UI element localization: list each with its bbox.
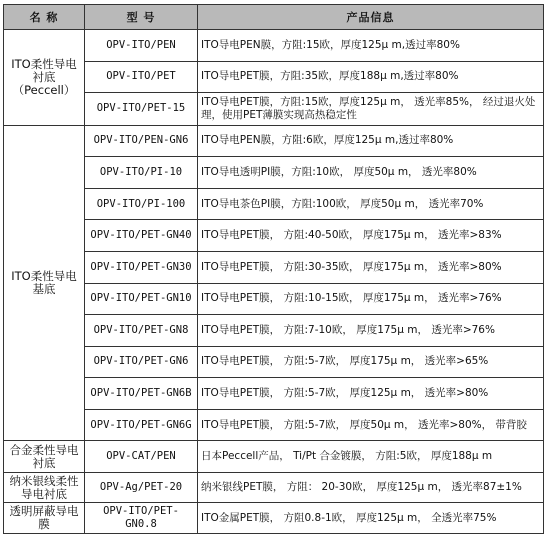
- model-cell: OPV-ITO/PET-GN6G: [85, 409, 198, 441]
- table-row: [4, 441, 544, 473]
- table-row: [4, 346, 544, 378]
- table-row: [4, 472, 544, 503]
- info-cell: ITO导电PET膜， 方阻:7-10欧， 厚度175μ m， 透光率>76%: [198, 315, 544, 347]
- category-cell: 透明屏蔽导电膜: [4, 503, 85, 534]
- info-cell: ITO导电PEN膜，方阻:15欧，厚度125μ m,透过率80%: [198, 30, 544, 62]
- table-row: [4, 188, 544, 220]
- category-cell: ITO柔性导电衬底（Peccell）: [4, 30, 85, 126]
- info-cell: ITO导电PET膜， 方阻:30-35欧， 厚度175μ m， 透光率>80%: [198, 251, 544, 283]
- product-table: [3, 4, 544, 534]
- table-row: [4, 283, 544, 315]
- table-row: [4, 315, 544, 347]
- model-cell: OPV-Ag/PET-20: [85, 472, 198, 503]
- model-cell: OPV-ITO/PET-GN40: [85, 220, 198, 252]
- header-model: 型 号: [85, 5, 198, 30]
- info-cell: ITO导电PET膜，方阻:35欧，厚度188μ m,透过率80%: [198, 61, 544, 93]
- model-cell: OPV-CAT/PEN: [85, 441, 198, 473]
- header-name: 名 称: [4, 5, 85, 30]
- info-cell: ITO导电PET膜，方阻:15欧，厚度125μ m， 透光率85%， 经过退火处理，使用PET薄膜实现高热稳定性: [198, 93, 544, 126]
- table-row: [4, 93, 544, 126]
- category-cell: ITO柔性导电基底: [4, 125, 85, 441]
- info-cell: 日本Peccell产品， Ti/Pt 合金镀膜， 方阻:5欧， 厚度188μ m: [198, 441, 544, 473]
- table-row: [4, 125, 544, 157]
- info-cell: 纳米银线PET膜， 方阻： 20-30欧， 厚度125μ m， 透光率87±1%: [198, 472, 544, 503]
- model-cell: OPV-ITO/PET-GN6: [85, 346, 198, 378]
- model-cell: OPV-ITO/PEN-GN6: [85, 125, 198, 157]
- info-cell: ITO导电PEN膜，方阻:6欧，厚度125μ m,透过率80%: [198, 125, 544, 157]
- info-cell: ITO导电PET膜， 方阻:5-7欧， 厚度50μ m， 透光率>80%， 带背胶: [198, 409, 544, 441]
- info-cell: ITO导电PET膜， 方阻:40-50欧， 厚度175μ m， 透光率>83%: [198, 220, 544, 252]
- category-cell: 合金柔性导电衬底: [4, 441, 85, 473]
- table-row: [4, 251, 544, 283]
- table-row: [4, 378, 544, 410]
- model-cell: OPV-ITO/PEN: [85, 30, 198, 62]
- model-cell: OPV-ITO/PET: [85, 61, 198, 93]
- table-row: [4, 61, 544, 93]
- table-row: [4, 30, 544, 62]
- table-row: [4, 220, 544, 252]
- category-cell: 纳米银线柔性导电衬底: [4, 472, 85, 503]
- header-row: [4, 5, 544, 30]
- info-cell: ITO导电PET膜， 方阻:5-7欧， 厚度175μ m， 透光率>65%: [198, 346, 544, 378]
- table-row: [4, 503, 544, 534]
- info-cell: ITO导电PET膜， 方阻:5-7欧， 厚度125μ m， 透光率>80%: [198, 378, 544, 410]
- header-info: 产品信息: [198, 5, 544, 30]
- table-row: [4, 409, 544, 441]
- table-row: [4, 157, 544, 189]
- model-cell: OPV-ITO/PET-15: [85, 93, 198, 126]
- info-cell: ITO导电茶色PI膜，方阻:100欧， 厚度50μ m， 透光率70%: [198, 188, 544, 220]
- model-cell: OPV-ITO/PET-GN0.8: [85, 503, 198, 534]
- model-cell: OPV-ITO/PET-GN6B: [85, 378, 198, 410]
- model-cell: OPV-ITO/PET-GN10: [85, 283, 198, 315]
- model-cell: OPV-ITO/PI-100: [85, 188, 198, 220]
- info-cell: ITO金属PET膜， 方阻0.8-1欧， 厚度125μ m， 全透光率75%: [198, 503, 544, 534]
- model-cell: OPV-ITO/PET-GN8: [85, 315, 198, 347]
- info-cell: ITO导电PET膜， 方阻:10-15欧， 厚度175μ m， 透光率>76%: [198, 283, 544, 315]
- model-cell: OPV-ITO/PET-GN30: [85, 251, 198, 283]
- model-cell: OPV-ITO/PI-10: [85, 157, 198, 189]
- info-cell: ITO导电透明PI膜，方阻:10欧， 厚度50μ m， 透光率80%: [198, 157, 544, 189]
